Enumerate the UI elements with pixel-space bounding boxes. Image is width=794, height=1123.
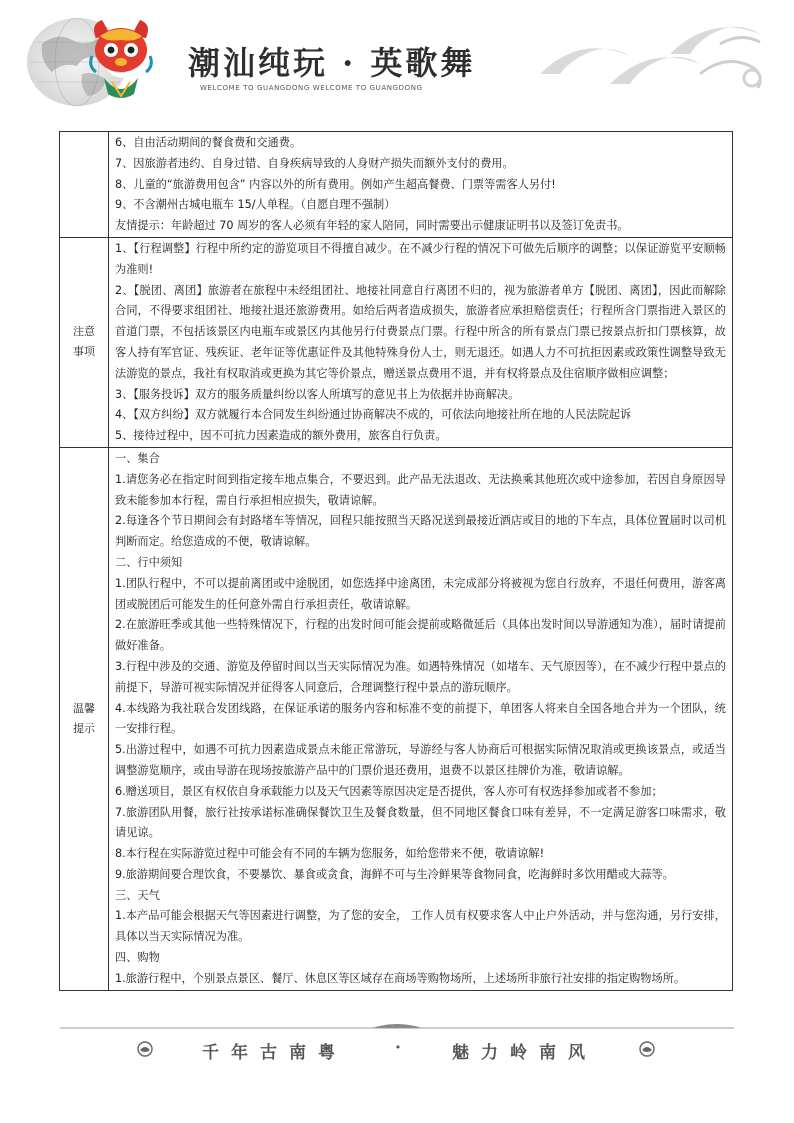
list-item: 2.每逢各个节日期间会有封路堵车等情况，回程只能按照当天路况送到最接近酒店或目的地的下车点，具体位置届时以司机判断而定。给您造成的不便，敬请谅解。 — [115, 514, 726, 549]
list-item: 6、自由活动期间的餐食费和交通费。 — [115, 136, 302, 149]
list-item: 9.旅游期间要合理饮食，不要暴饮、暴食或贪食，海鲜不可与生冷鲜果等食物同食，吃海鲜时多饮用醋或大蒜等。 — [115, 867, 674, 881]
section-label: 提示 — [73, 721, 95, 735]
section-label: 温馨 — [73, 701, 95, 715]
list-item: 1.本产品可能会根据天气等因素进行调整，为了您的安全， 工作人员有权要求客人中止户外活动，并与您沟通，另行安排，具体以当天实际情况为准。 — [115, 909, 726, 944]
page-subtitle: WELCOME TO GUANGDONG WELCOME TO GUANGDONG — [200, 84, 423, 92]
table-row — [60, 237, 733, 447]
list-item: 5、接待过程中，因不可抗力因素造成的额外费用，旅客自行负责。 — [115, 429, 447, 443]
list-item: 1.团队行程中，不可以提前离团或中途脱团，如您选择中途离团，未完成部分将被视为您自行放弃，不退任何费用，游客离团或脱团后可能发生的任何意外需自行承担责任，敬请谅解。 — [115, 576, 726, 611]
footer-divider — [60, 1022, 734, 1034]
list-item: 7、因旅游者违约、自身过错、自身疾病导致的人身财产损失而额外支付的费用。 — [115, 156, 514, 170]
list-item: 一、集合 — [115, 451, 160, 465]
page-title: 潮汕纯玩 · 英歌舞 — [188, 44, 476, 82]
list-item: 7.旅游团队用餐，旅行社按承诺标准确保餐饮卫生及餐食数量，但不同地区餐食口味有差异，不一定满足游客口味需求，敬请见谅。 — [115, 805, 726, 840]
list-item: 1.请您务必在指定时间到指定接车地点集合，不要迟到。此产品无法退改、无法换乘其他班次或中途参加，若因自身原因导致未能参加本行程，需自行承担相应损失，敬请谅解。 — [115, 472, 726, 507]
footer-separator: · — [395, 1038, 401, 1058]
table-row — [60, 447, 733, 990]
footer-slogan-left: 千年古南粤 — [202, 1043, 347, 1063]
cloud-emblem-icon — [136, 1040, 154, 1058]
list-item: 2、【脱团、离团】旅游者在旅程中未经组团社、地接社同意自行离团不归的，视为旅游者单方【脱团、离团】，因此而解除合同，不得要求组团社、地接社退还旅游费用。如给后两者造成损失，旅游者应承担赔偿责任；行程所含门票指进入景区的首道门票，不包括该景区内电瓶车或景区内其他另行付费景点门票。行程中所含的所有景点门票已按景点折扣门票核算，故客人持有军官证、残疾证、老年证等优惠证件及其他特殊身份人士，则无退还。如遇人力不可抗拒因素或政策性调整导致无法游览的景点，我社有权取消或更换为其它等价景点，赠送景点费用不退，并有权将景点及住宿顺序做相应调整； — [115, 283, 726, 380]
list-item: 二、行中须知 — [115, 555, 183, 569]
list-item: 四、购物 — [115, 951, 160, 965]
list-item: 4、【双方纠纷】双方就履行本合同发生纠纷通过协商解决不成的，可依法向地接社所在地的人民法院起诉 — [115, 408, 632, 422]
list-item: 8.本行程在实际游览过程中可能会有不同的车辆为您服务，如给您带来不便，敬请谅解! — [115, 847, 545, 861]
list-item: 3.行程中涉及的交通、游览及停留时间以当天实际情况为准。如遇特殊情况（如堵车、天气原因等），在不减少行程中景点的前提下，导游可视实际情况并征得客人同意后，合理调整行程中景点的游玩顺序。 — [115, 659, 726, 694]
list-item: 1、【行程调整】行程中所约定的游览项目不得擅自减少。在不减少行程的情况下可做先后顺序的调整；以保证游览平安顺畅为准则! — [115, 241, 726, 276]
section-label: 事项 — [73, 345, 95, 359]
section-label: 注意 — [73, 325, 95, 339]
section-label-cell — [60, 447, 109, 990]
list-item: 4.本线路为我社联合发团线路，在保证承诺的服务内容和标准不变的前提下，单团客人将来自全国各地合并为一个团队，统一安排行程。 — [115, 701, 726, 736]
list-item: 3、【服务投诉】双方的服务质量纠纷以客人所填写的意见书上为依据并协商解决。 — [115, 387, 520, 401]
footer-slogan — [0, 1034, 794, 1064]
cloud-wave-decoration-icon — [520, 4, 780, 104]
list-item: 9、不含潮州古城电瓶车 15/人单程。（自愿自理不强制） — [115, 198, 396, 212]
itinerary-notes-table — [59, 131, 733, 991]
section-content-cell — [109, 447, 733, 990]
list-item: 6.赠送项目，景区有权依自身承载能力以及天气因素等原因决定是否提供，客人亦可有权选择参加或者不参加； — [115, 784, 663, 798]
list-item: 8、儿童的“旅游费用包含” 内容以外的所有费用。例如产生超高餐费、门票等需客人另付! — [115, 177, 556, 191]
list-item: 友情提示：年龄超过 70 周岁的客人必须有年轻的家人陪同，同时需要出示健康证明书以及签订免责书。 — [115, 219, 629, 233]
page-header — [0, 0, 794, 110]
list-item: 1.旅游行程中，个别景点景区、餐厅、休息区等区域存在商场等购物场所，上述场所非旅行社安排的指定购物场所。 — [115, 971, 686, 985]
table-row — [60, 132, 733, 238]
section-label-cell — [60, 237, 109, 447]
section-content-cell — [109, 237, 733, 447]
footer-slogan-right: 魅力岭南风 — [452, 1043, 597, 1063]
section-content-cell — [109, 132, 733, 238]
lion-dance-mascot-icon — [86, 16, 156, 102]
section-label-cell — [60, 132, 109, 238]
list-item: 5.出游过程中，如遇不可抗力因素造成景点未能正常游玩，导游经与客人协商后可根据实际情况取消或更换该景点，或适当调整游览顺序，或由导游在现场按旅游产品中的门票价退还费用，退费不以景区挂牌价为准，敬请谅解。 — [115, 743, 726, 777]
list-item: 2.在旅游旺季或其他一些特殊情况下，行程的出发时间可能会提前或略微延后（具体出发时间以导游通知为准），届时请提前做好准备。 — [115, 618, 726, 653]
list-item: 三、天气 — [115, 888, 160, 902]
cloud-emblem-icon — [638, 1040, 656, 1058]
